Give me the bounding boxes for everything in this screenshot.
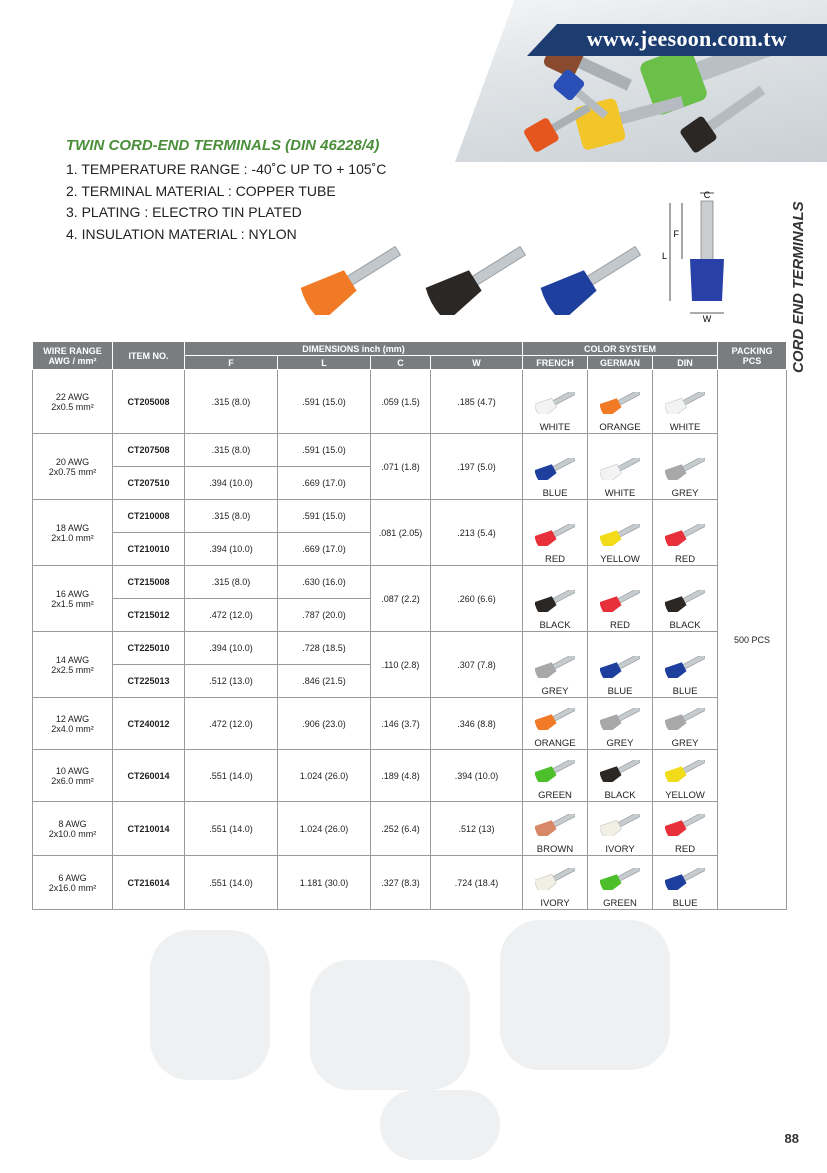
dim-f-cell: .394 (10.0) — [185, 632, 278, 665]
dim-f-cell: .315 (8.0) — [185, 566, 278, 599]
white-ferrule-body — [535, 396, 558, 414]
black-ferrule-body — [665, 594, 688, 612]
dim-c-cell: .146 (3.7) — [371, 698, 431, 750]
red-ferrule-body — [600, 594, 623, 612]
french-color-cell — [523, 802, 588, 856]
dim-w-cell: .260 (6.6) — [431, 566, 523, 632]
french-color-cell — [523, 632, 588, 698]
color-label: BLUE — [672, 686, 698, 697]
color-label: YELLOW — [665, 790, 705, 801]
awg-value: 6 AWG — [58, 872, 87, 883]
header-wire-range: WIRE RANGE AWG / mm² — [33, 342, 113, 370]
color-label: GREY — [541, 686, 569, 697]
item-no-cell: CT240012 — [113, 698, 185, 750]
color-label: BLUE — [542, 488, 568, 499]
red-ferrule-body — [665, 818, 688, 836]
ivory-ferrule-icon — [535, 868, 575, 890]
mm-value: 2x0.5 mm² — [51, 401, 94, 412]
dim-f-cell: .472 (12.0) — [185, 698, 278, 750]
dim-f-cell: .551 (14.0) — [185, 802, 278, 856]
french-color-cell — [523, 856, 588, 910]
blue-ferrule-icon — [535, 458, 575, 480]
blue-ferrule-body — [665, 872, 688, 890]
awg-value: 22 AWG — [55, 391, 90, 402]
table-row — [33, 856, 787, 910]
dim-l-cell: .669 (17.0) — [278, 467, 371, 500]
color-label: IVORY — [605, 844, 635, 855]
dim-w-cell: .512 (13) — [431, 802, 523, 856]
grey-ferrule-icon — [600, 708, 640, 730]
header-color-system: COLOR SYSTEM — [523, 342, 718, 356]
dim-l-cell: .846 (21.5) — [278, 665, 371, 698]
grey-ferrule-icon — [665, 708, 705, 730]
din-color-cell — [653, 632, 718, 698]
german-color-cell — [588, 750, 653, 802]
orange-ferrule-body — [535, 712, 558, 730]
item-no-cell: CT225010 — [113, 632, 185, 665]
german-color-cell — [588, 632, 653, 698]
color-label: GREY — [606, 738, 634, 749]
diagram-label-w: W — [702, 314, 712, 324]
color-label: BLACK — [539, 620, 571, 631]
color-label: BLACK — [604, 790, 636, 801]
table-row — [33, 632, 787, 665]
header-packing: PACKING PCS — [718, 342, 787, 370]
german-color-cell — [588, 856, 653, 910]
orange-ferrule-body — [600, 396, 623, 414]
blue-ferrule-icon — [665, 656, 705, 678]
black-ferrule-body — [535, 594, 558, 612]
mm-value: 2x1.5 mm² — [51, 598, 94, 609]
spec-item: 3. PLATING : ELECTRO TIN PLATED — [66, 204, 302, 220]
blue-ferrule-body — [535, 462, 558, 480]
color-label: WHITE — [539, 422, 571, 433]
dim-w-cell: .185 (4.7) — [431, 370, 523, 434]
header-dimensions: DIMENSIONS inch (mm) — [185, 342, 523, 356]
terminal-spec-table — [32, 341, 787, 910]
din-color-cell — [653, 434, 718, 500]
black-ferrule-illustration — [423, 245, 533, 315]
yellow-ferrule-body — [665, 764, 688, 782]
blue-ferrule-icon — [600, 656, 640, 678]
black-ferrule-icon — [665, 590, 705, 612]
background-decoration — [380, 1090, 500, 1160]
dim-l-cell: .630 (16.0) — [278, 566, 371, 599]
color-label: RED — [675, 554, 696, 565]
color-label: YELLOW — [600, 554, 640, 565]
header-din: DIN — [653, 356, 718, 370]
header-l: L — [278, 356, 371, 370]
brown-ferrule-icon — [535, 814, 575, 836]
dim-l-cell: .728 (18.5) — [278, 632, 371, 665]
table-row — [33, 370, 787, 434]
sample-color-black — [423, 264, 486, 315]
blue-ferrule-icon — [665, 868, 705, 890]
german-color-cell — [588, 802, 653, 856]
spec-item: 1. TEMPERATURE RANGE : -40˚C UP TO + 105˚C — [66, 161, 387, 177]
diagram-label-c: C — [703, 190, 711, 200]
dim-c-cell: .327 (8.3) — [371, 856, 431, 910]
table-row — [33, 802, 787, 856]
header-c: C — [371, 356, 431, 370]
awg-value: 10 AWG — [55, 765, 90, 776]
grey-ferrule-body — [665, 462, 688, 480]
dim-l-cell: 1.181 (30.0) — [278, 856, 371, 910]
item-no-cell: CT210014 — [113, 802, 185, 856]
wire-range-cell — [33, 500, 113, 566]
dim-c-cell: .081 (2.05) — [371, 500, 431, 566]
item-no-cell: CT207510 — [113, 467, 185, 500]
dimension-diagram — [660, 187, 740, 327]
dim-f-cell: .315 (8.0) — [185, 370, 278, 434]
green-ferrule-icon — [600, 868, 640, 890]
dim-f-cell: .315 (8.0) — [185, 500, 278, 533]
dim-w-cell: .213 (5.4) — [431, 500, 523, 566]
color-label: WHITE — [604, 488, 636, 499]
table-row — [33, 750, 787, 802]
color-label: GREY — [671, 738, 699, 749]
black-ferrule-icon — [535, 590, 575, 612]
din-color-cell — [653, 750, 718, 802]
white-ferrule-icon — [665, 392, 705, 414]
grey-ferrule-body — [600, 712, 623, 730]
color-label: RED — [609, 620, 631, 631]
mm-value: 2x2.5 mm² — [51, 664, 94, 675]
german-color-cell — [588, 566, 653, 632]
red-ferrule-icon — [535, 524, 575, 546]
green-ferrule-icon — [535, 760, 575, 782]
color-label: BLUE — [672, 898, 698, 909]
dim-w-cell: .346 (8.8) — [431, 698, 523, 750]
sample-color-orange — [300, 264, 361, 315]
awg-value: 20 AWG — [55, 456, 90, 467]
wire-range-cell — [33, 434, 113, 500]
dim-c-cell: .087 (2.2) — [371, 566, 431, 632]
dim-l-cell: .787 (20.0) — [278, 599, 371, 632]
wire-range-cell — [33, 370, 113, 434]
table-body — [33, 370, 787, 910]
yellow-ferrule-icon — [600, 524, 640, 546]
din-color-cell — [653, 856, 718, 910]
item-no-cell: CT207508 — [113, 434, 185, 467]
din-color-cell — [653, 698, 718, 750]
yellow-ferrule-body — [600, 528, 623, 546]
item-no-cell: CT210010 — [113, 533, 185, 566]
header-item-no: ITEM NO. — [113, 342, 185, 370]
dim-l-cell: .591 (15.0) — [278, 434, 371, 467]
dim-c-cell: .071 (1.8) — [371, 434, 431, 500]
spec-item: 2. TERMINAL MATERIAL : COPPER TUBE — [66, 182, 336, 199]
dim-l-cell: .669 (17.0) — [278, 533, 371, 566]
table-row — [33, 500, 787, 533]
color-label: GREY — [671, 488, 699, 499]
color-label: ORANGE — [599, 422, 641, 433]
dim-w-cell: .197 (5.0) — [431, 434, 523, 500]
french-color-cell — [523, 370, 588, 434]
yellow-ferrule-icon — [665, 760, 705, 782]
mm-value: 2x4.0 mm² — [51, 723, 94, 734]
grey-ferrule-icon — [535, 656, 575, 678]
color-label: WHITE — [669, 422, 701, 433]
red-ferrule-body — [665, 528, 688, 546]
blue-ferrule-body — [600, 660, 623, 678]
ivory-ferrule-body — [600, 818, 623, 836]
mm-value: 2x0.75 mm² — [48, 466, 97, 477]
dim-l-cell: 1.024 (26.0) — [278, 750, 371, 802]
item-no-cell: CT215012 — [113, 599, 185, 632]
dim-f-cell: .394 (10.0) — [185, 533, 278, 566]
red-ferrule-body — [535, 528, 558, 546]
color-label: BROWN — [536, 844, 574, 855]
white-ferrule-icon — [535, 392, 575, 414]
mm-value: 2x16.0 mm² — [48, 882, 97, 893]
header-w: W — [431, 356, 523, 370]
din-color-cell — [653, 500, 718, 566]
french-color-cell — [523, 750, 588, 802]
dim-f-cell: .551 (14.0) — [185, 856, 278, 910]
awg-value: 16 AWG — [55, 588, 90, 599]
grey-ferrule-body — [665, 712, 688, 730]
dim-c-cell: .189 (4.8) — [371, 750, 431, 802]
blue-ferrule-body — [665, 660, 688, 678]
wire-range-cell — [33, 566, 113, 632]
black-ferrule-body — [600, 764, 623, 782]
green-ferrule-body — [600, 872, 623, 890]
dim-c-cell: .059 (1.5) — [371, 370, 431, 434]
din-color-cell — [653, 802, 718, 856]
dim-l-cell: .591 (15.0) — [278, 370, 371, 434]
dim-f-cell: .315 (8.0) — [185, 434, 278, 467]
dim-c-cell: .252 (6.4) — [371, 802, 431, 856]
french-color-cell — [523, 566, 588, 632]
german-color-cell — [588, 434, 653, 500]
item-no-cell: CT215008 — [113, 566, 185, 599]
black-ferrule-icon — [600, 760, 640, 782]
packing-cell: 500 PCS — [718, 370, 787, 910]
french-color-cell — [523, 698, 588, 750]
mm-value: 2x10.0 mm² — [48, 828, 97, 839]
color-label: GREEN — [538, 790, 572, 801]
color-label: BLACK — [669, 620, 701, 631]
din-color-cell — [653, 370, 718, 434]
item-no-cell: CT205008 — [113, 370, 185, 434]
side-tab-label: CORD END TERMINALS — [790, 201, 807, 373]
ivory-ferrule-body — [535, 872, 558, 890]
color-label: RED — [544, 554, 566, 565]
header-f: F — [185, 356, 278, 370]
item-no-cell: CT260014 — [113, 750, 185, 802]
dim-l-cell: 1.024 (26.0) — [278, 802, 371, 856]
wire-range-cell — [33, 698, 113, 750]
dim-f-cell: .472 (12.0) — [185, 599, 278, 632]
german-color-cell — [588, 370, 653, 434]
header-german: GERMAN — [588, 356, 653, 370]
item-no-cell: CT210008 — [113, 500, 185, 533]
spec-list — [66, 159, 386, 245]
green-ferrule-body — [535, 764, 558, 782]
spec-item: 4. INSULATION MATERIAL : NYLON — [66, 225, 297, 242]
background-decoration — [150, 930, 270, 1080]
white-ferrule-body — [600, 462, 623, 480]
french-color-cell — [523, 500, 588, 566]
dim-l-cell: .906 (23.0) — [278, 698, 371, 750]
awg-value: 12 AWG — [55, 713, 90, 724]
color-label: RED — [675, 844, 696, 855]
french-color-cell — [523, 434, 588, 500]
wire-range-cell — [33, 856, 113, 910]
german-color-cell — [588, 500, 653, 566]
din-color-cell — [653, 566, 718, 632]
diagram-label-f: F — [673, 229, 679, 239]
dim-w-cell: .724 (18.4) — [431, 856, 523, 910]
color-label: BLUE — [607, 686, 633, 697]
page-number: 88 — [784, 1131, 799, 1146]
wire-range-cell — [33, 632, 113, 698]
white-ferrule-icon — [600, 458, 640, 480]
diagram-label-l: L — [661, 251, 667, 261]
header-french: FRENCH — [523, 356, 588, 370]
brown-ferrule-body — [535, 818, 558, 836]
grey-ferrule-icon — [665, 458, 705, 480]
ivory-ferrule-icon — [600, 814, 640, 836]
website-url[interactable]: www.jeesoon.com.tw — [586, 26, 787, 51]
german-color-cell — [588, 698, 653, 750]
awg-value: 14 AWG — [55, 654, 90, 665]
dim-w-cell: .394 (10.0) — [431, 750, 523, 802]
dim-c-cell: .110 (2.8) — [371, 632, 431, 698]
table-row — [33, 698, 787, 750]
table-row — [33, 434, 787, 467]
dim-f-cell: .512 (13.0) — [185, 665, 278, 698]
background-decoration — [500, 920, 670, 1070]
orange-ferrule-icon — [600, 392, 640, 414]
wire-range-cell — [33, 750, 113, 802]
white-ferrule-body — [665, 396, 688, 414]
dim-f-cell: .551 (14.0) — [185, 750, 278, 802]
item-no-cell: CT225013 — [113, 665, 185, 698]
red-ferrule-icon — [665, 524, 705, 546]
grey-ferrule-body — [535, 660, 558, 678]
page-title: TWIN CORD-END TERMINALS (DIN 46228/4) — [66, 137, 380, 154]
awg-value: 8 AWG — [58, 818, 87, 829]
dim-w-cell: .307 (7.8) — [431, 632, 523, 698]
dim-f-cell: .394 (10.0) — [185, 467, 278, 500]
sample-color-blue — [538, 264, 601, 315]
color-label: GREEN — [603, 898, 637, 909]
blue-ferrule-illustration — [538, 245, 648, 315]
mm-value: 2x1.0 mm² — [51, 532, 94, 543]
red-ferrule-icon — [600, 590, 640, 612]
mm-value: 2x6.0 mm² — [51, 775, 94, 786]
orange-ferrule-icon — [535, 708, 575, 730]
wire-range-cell — [33, 802, 113, 856]
table-row — [33, 566, 787, 599]
sample-ferrules — [300, 245, 660, 315]
awg-value: 18 AWG — [55, 522, 90, 533]
item-no-cell: CT216014 — [113, 856, 185, 910]
red-ferrule-icon — [665, 814, 705, 836]
orange-ferrule-illustration — [300, 245, 408, 315]
dim-l-cell: .591 (15.0) — [278, 500, 371, 533]
color-label: IVORY — [540, 898, 570, 909]
color-label: ORANGE — [534, 738, 576, 749]
background-decoration — [310, 960, 470, 1090]
